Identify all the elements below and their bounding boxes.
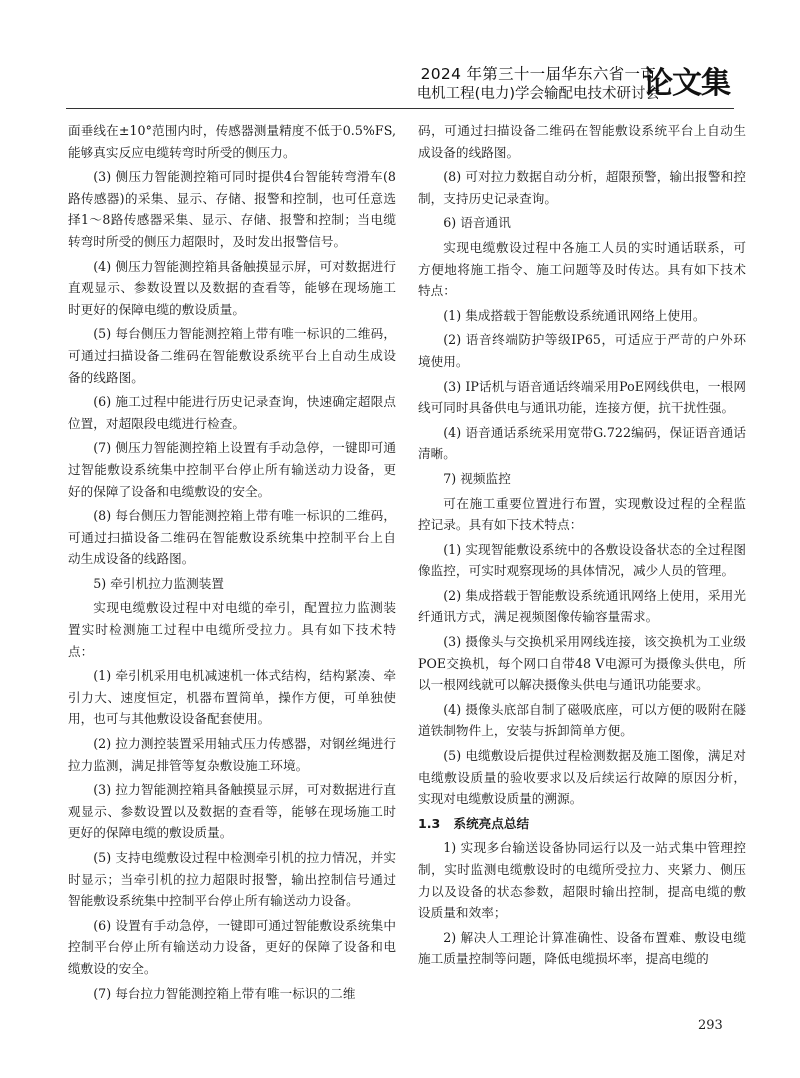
- header-rule: [66, 108, 734, 109]
- paragraph: 码，可通过扫描设备二维码在智能敷设系统平台上自动生成设备的线路图。: [418, 123, 746, 160]
- page-number: 293: [698, 1018, 723, 1033]
- section-body: [418, 837, 746, 970]
- paragraph: (1) 集成搭载于智能敷设系统通讯网络上使用。: [443, 307, 706, 323]
- paragraph: 6) 语音通讯: [443, 215, 511, 231]
- paragraph: (3) IP话机与语音通话终端采用PoE网线供电，一根网线可同时具备供电与通讯功能，连接方便，抗干扰性强。: [418, 378, 746, 416]
- right-column: [418, 120, 746, 973]
- paragraph: (5) 支持电缆敷设过程中检测牵引机的拉力情况，并实时显示；当牵引机的拉力超限时报警，输出控制信号通过智能敷设系统集中控制平台停止所有输送动力设备。: [68, 850, 396, 909]
- page-header: [0, 0, 800, 110]
- paragraph: 5) 牵引机拉力监测装置: [93, 575, 225, 591]
- paragraph: 1) 实现多台输送设备协同运行以及一站式集中管理控制，实时监测电缆敷设时的电缆所受拉力、夹紧力、侧压力以及设备的状态参数，超限时输出控制，提高电缆的敷设质量和效率；: [418, 840, 746, 921]
- paragraph: (5) 每台侧压力智能测控箱上带有唯一标识的二维码，可通过扫描设备二维码在智能敷设系统平台上自动生成设备的线路图。: [68, 326, 396, 385]
- proceedings-label: 论文集: [643, 66, 730, 101]
- paragraph: (6) 施工过程中能进行历史记录查询，快速确定超限点位置，对超限段电缆进行检查。: [68, 394, 396, 431]
- paragraph: (2) 语音终端防护等级IP65，可适应于严苛的户外环境使用。: [418, 332, 746, 369]
- paragraph: (2) 拉力测控装置采用轴式压力传感器，对钢丝绳进行拉力监测，满足排管等复杂敷设施工环境。: [68, 736, 396, 773]
- paragraph: 实现电缆敷设过程中各施工人员的实时通话联系，可方便地将施工指令、施工问题等及时传达。具有如下技术特点：: [418, 239, 746, 299]
- section-number: 1.3: [418, 815, 441, 831]
- right-column-body: [418, 120, 746, 810]
- paragraph: (1) 牵引机采用电机减速机一体式结构，结构紧凑、牵引力大、速度恒定，机器布置简单，操作方便，可单独使用，也可与其他敷设设备配套使用。: [68, 668, 396, 727]
- paragraph: (3) 侧压力智能测控箱可同时提供4台智能转弯滑车(8路传感器)的采集、显示、存储、报警和控制，也可任意选择1～8路传感器采集、显示、存储、报警和控制；当电缆转弯时所受的侧压力超限时，及时发出报警信号。: [68, 169, 396, 249]
- paragraph: 可在施工重要位置进行布置，实现敷设过程的全程监控记录。具有如下技术特点：: [418, 495, 746, 533]
- paragraph: (4) 侧压力智能测控箱具备触摸显示屏，可对数据进行直观显示、参数设置以及数据的查看等，能够在现场施工时更好的保障电缆的敷设质量。: [68, 258, 396, 317]
- paragraph: (1) 实现智能敷设系统中的各敷设设备状态的全过程图像监控，可实时观察现场的具体情况，减少人员的管理。: [418, 541, 746, 579]
- paragraph: (7) 每台拉力智能测控箱上带有唯一标识的二维: [93, 985, 356, 1001]
- conference-title: [417, 64, 660, 104]
- paragraph: 2) 解决人工理论计算准确性、设备布置难、敷设电缆施工质量控制等问题，降低电缆损坏率，提高电缆的: [418, 929, 746, 967]
- left-column: [68, 120, 396, 1007]
- paragraph: (4) 摄像头底部自制了磁吸底座，可以方便的吸附在隧道铁制物件上，安装与拆卸简单方便。: [418, 701, 746, 739]
- paragraph: (4) 语音通话系统采用宽带G.722编码，保证语音通话清晰。: [418, 424, 746, 462]
- paragraph: (8) 每台侧压力智能测控箱上带有唯一标识的二维码，可通过扫描设备二维码在智能敷设系统集中控制平台上自动生成设备的线路图。: [68, 508, 396, 567]
- paragraph: (3) 摄像头与交换机采用网线连接，该交换机为工业级POE交换机，每个网口自带48 V电源可为摄像头供电，所以一根网线就可以解决摄像头供电与通讯功能要求。: [418, 634, 746, 693]
- paragraph: (7) 侧压力智能测控箱上设置有手动急停，一键即可通过智能敷设系统集中控制平台停止所有输送动力设备，更好的保障了设备和电缆敷设的安全。: [68, 440, 396, 499]
- paragraph: 实现电缆敷设过程中对电缆的牵引，配置拉力监测装置实时检测施工过程中电缆所受拉力。具有如下技术特点：: [68, 600, 396, 659]
- section-heading: [418, 813, 746, 835]
- conference-title-line1: 2024 年第三十一届华东六省一市: [420, 65, 657, 83]
- paragraph: (8) 可对拉力数据自动分析，超限预警，输出报警和控制，支持历史记录查询。: [418, 169, 746, 206]
- paragraph: (5) 电缆敷设后提供过程检测数据及施工图像，满足对电缆敷设质量的验收要求以及后续运行故障的原因分析，实现对电缆敷设质量的溯源。: [418, 748, 746, 807]
- paragraph: (6) 设置有手动急停，一键即可通过智能敷设系统集中控制平台停止所有输送动力设备，更好的保障了设备和电缆敷设的安全。: [68, 917, 396, 976]
- conference-title-line2: 电机工程(电力)学会输配电技术研讨会: [416, 86, 660, 102]
- paragraph: (2) 集成搭载于智能敷设系统通讯网络上使用，采用光纤通讯方式，满足视频图像传输容量需求。: [418, 587, 746, 625]
- paragraph: (3) 拉力智能测控箱具备触摸显示屏，可对数据进行直观显示、参数设置以及数据的查看等，能够在现场施工时更好的保障电缆的敷设质量。: [68, 782, 396, 841]
- paragraph: 面垂线在±10°范围内时，传感器测量精度不低于0.5%FS,能够真实反应电缆转弯时所受的侧压力。: [68, 123, 396, 160]
- paragraph: 7) 视频监控: [443, 470, 511, 486]
- section-title: 系统亮点总结: [453, 815, 530, 831]
